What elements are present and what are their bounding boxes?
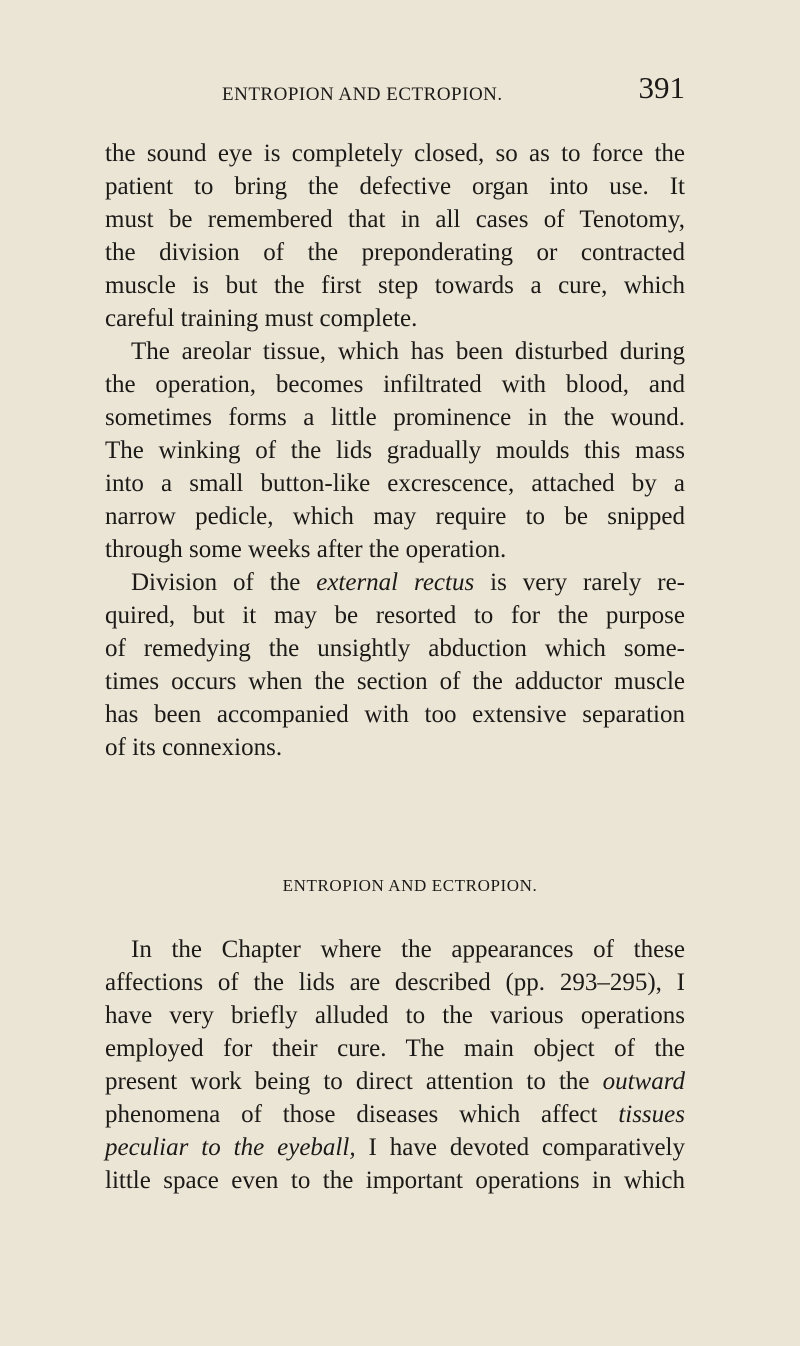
text-line: narrow pedicle, which may require to be snipped	[105, 503, 685, 530]
text-line: must be remembered that in all cases of Tenotomy,	[105, 206, 685, 233]
text-line	[105, 1098, 685, 1131]
italic-term: outward	[602, 1068, 685, 1095]
text-span: is very rarely re-	[474, 569, 685, 596]
paragraph-3	[105, 566, 685, 764]
text-line	[105, 1131, 685, 1164]
paragraph-1	[105, 137, 685, 335]
text-line: the sound eye is completely closed, so as to force the	[105, 140, 685, 167]
text-line: The winking of the lids gradually moulds this mass	[105, 437, 685, 464]
text-line: The areolar tissue, which has been disturbed during	[131, 338, 685, 365]
text-span: present work being to direct attention to the	[105, 1068, 603, 1095]
text-line: has been accompanied with too extensive separation	[105, 701, 685, 728]
page-header	[105, 70, 685, 114]
text-line: the operation, becomes infiltrated with blood, and	[105, 371, 685, 398]
text-line: sometimes forms a little prominence in the wound.	[105, 404, 685, 431]
section-heading: ENTROPION AND ECTROPION.	[282, 876, 538, 895]
text-line: careful training must complete.	[105, 305, 418, 332]
text-span: I have devoted comparatively	[355, 1134, 686, 1161]
body-text-bottom	[105, 933, 685, 1197]
text-line: affections of the lids are described (pp. 293–295), I	[105, 969, 685, 996]
text-line: the division of the preponderating or contracted	[105, 239, 685, 266]
text-span: Division of the	[131, 569, 317, 596]
text-line: patient to bring the defective organ into use. It	[105, 173, 685, 200]
paragraph-2	[105, 335, 685, 566]
text-line: through some weeks after the operation.	[105, 536, 507, 563]
text-span: phenomena of those diseases which affect	[105, 1101, 619, 1128]
italic-term: peculiar to the eyeball,	[105, 1134, 356, 1161]
body-text-top	[105, 137, 685, 764]
text-line: little space even to the important operations in which	[105, 1167, 685, 1194]
text-line: of its connexions.	[105, 734, 283, 761]
text-line	[105, 566, 685, 599]
paragraph-4	[105, 933, 685, 1197]
text-line	[105, 1065, 685, 1098]
text-line: of remedying the unsightly abduction which some-	[105, 635, 685, 662]
text-line: into a small button-like excrescence, attached by a	[105, 470, 685, 497]
page-number: 391	[638, 70, 685, 105]
text-line: quired, but it may be resorted to for the purpose	[105, 602, 685, 629]
text-line: times occurs when the section of the adductor muscle	[105, 668, 685, 695]
text-line: employed for their cure. The main object of the	[105, 1035, 685, 1062]
running-head: ENTROPION AND ECTROPION.	[222, 84, 503, 105]
text-line: muscle is but the first step towards a cure, which	[105, 272, 685, 299]
italic-term: tissues	[618, 1101, 685, 1128]
text-line: In the Chapter where the appearances of these	[131, 936, 685, 963]
text-line: have very briefly alluded to the various operations	[105, 1002, 685, 1029]
italic-term: external rectus	[316, 569, 475, 596]
